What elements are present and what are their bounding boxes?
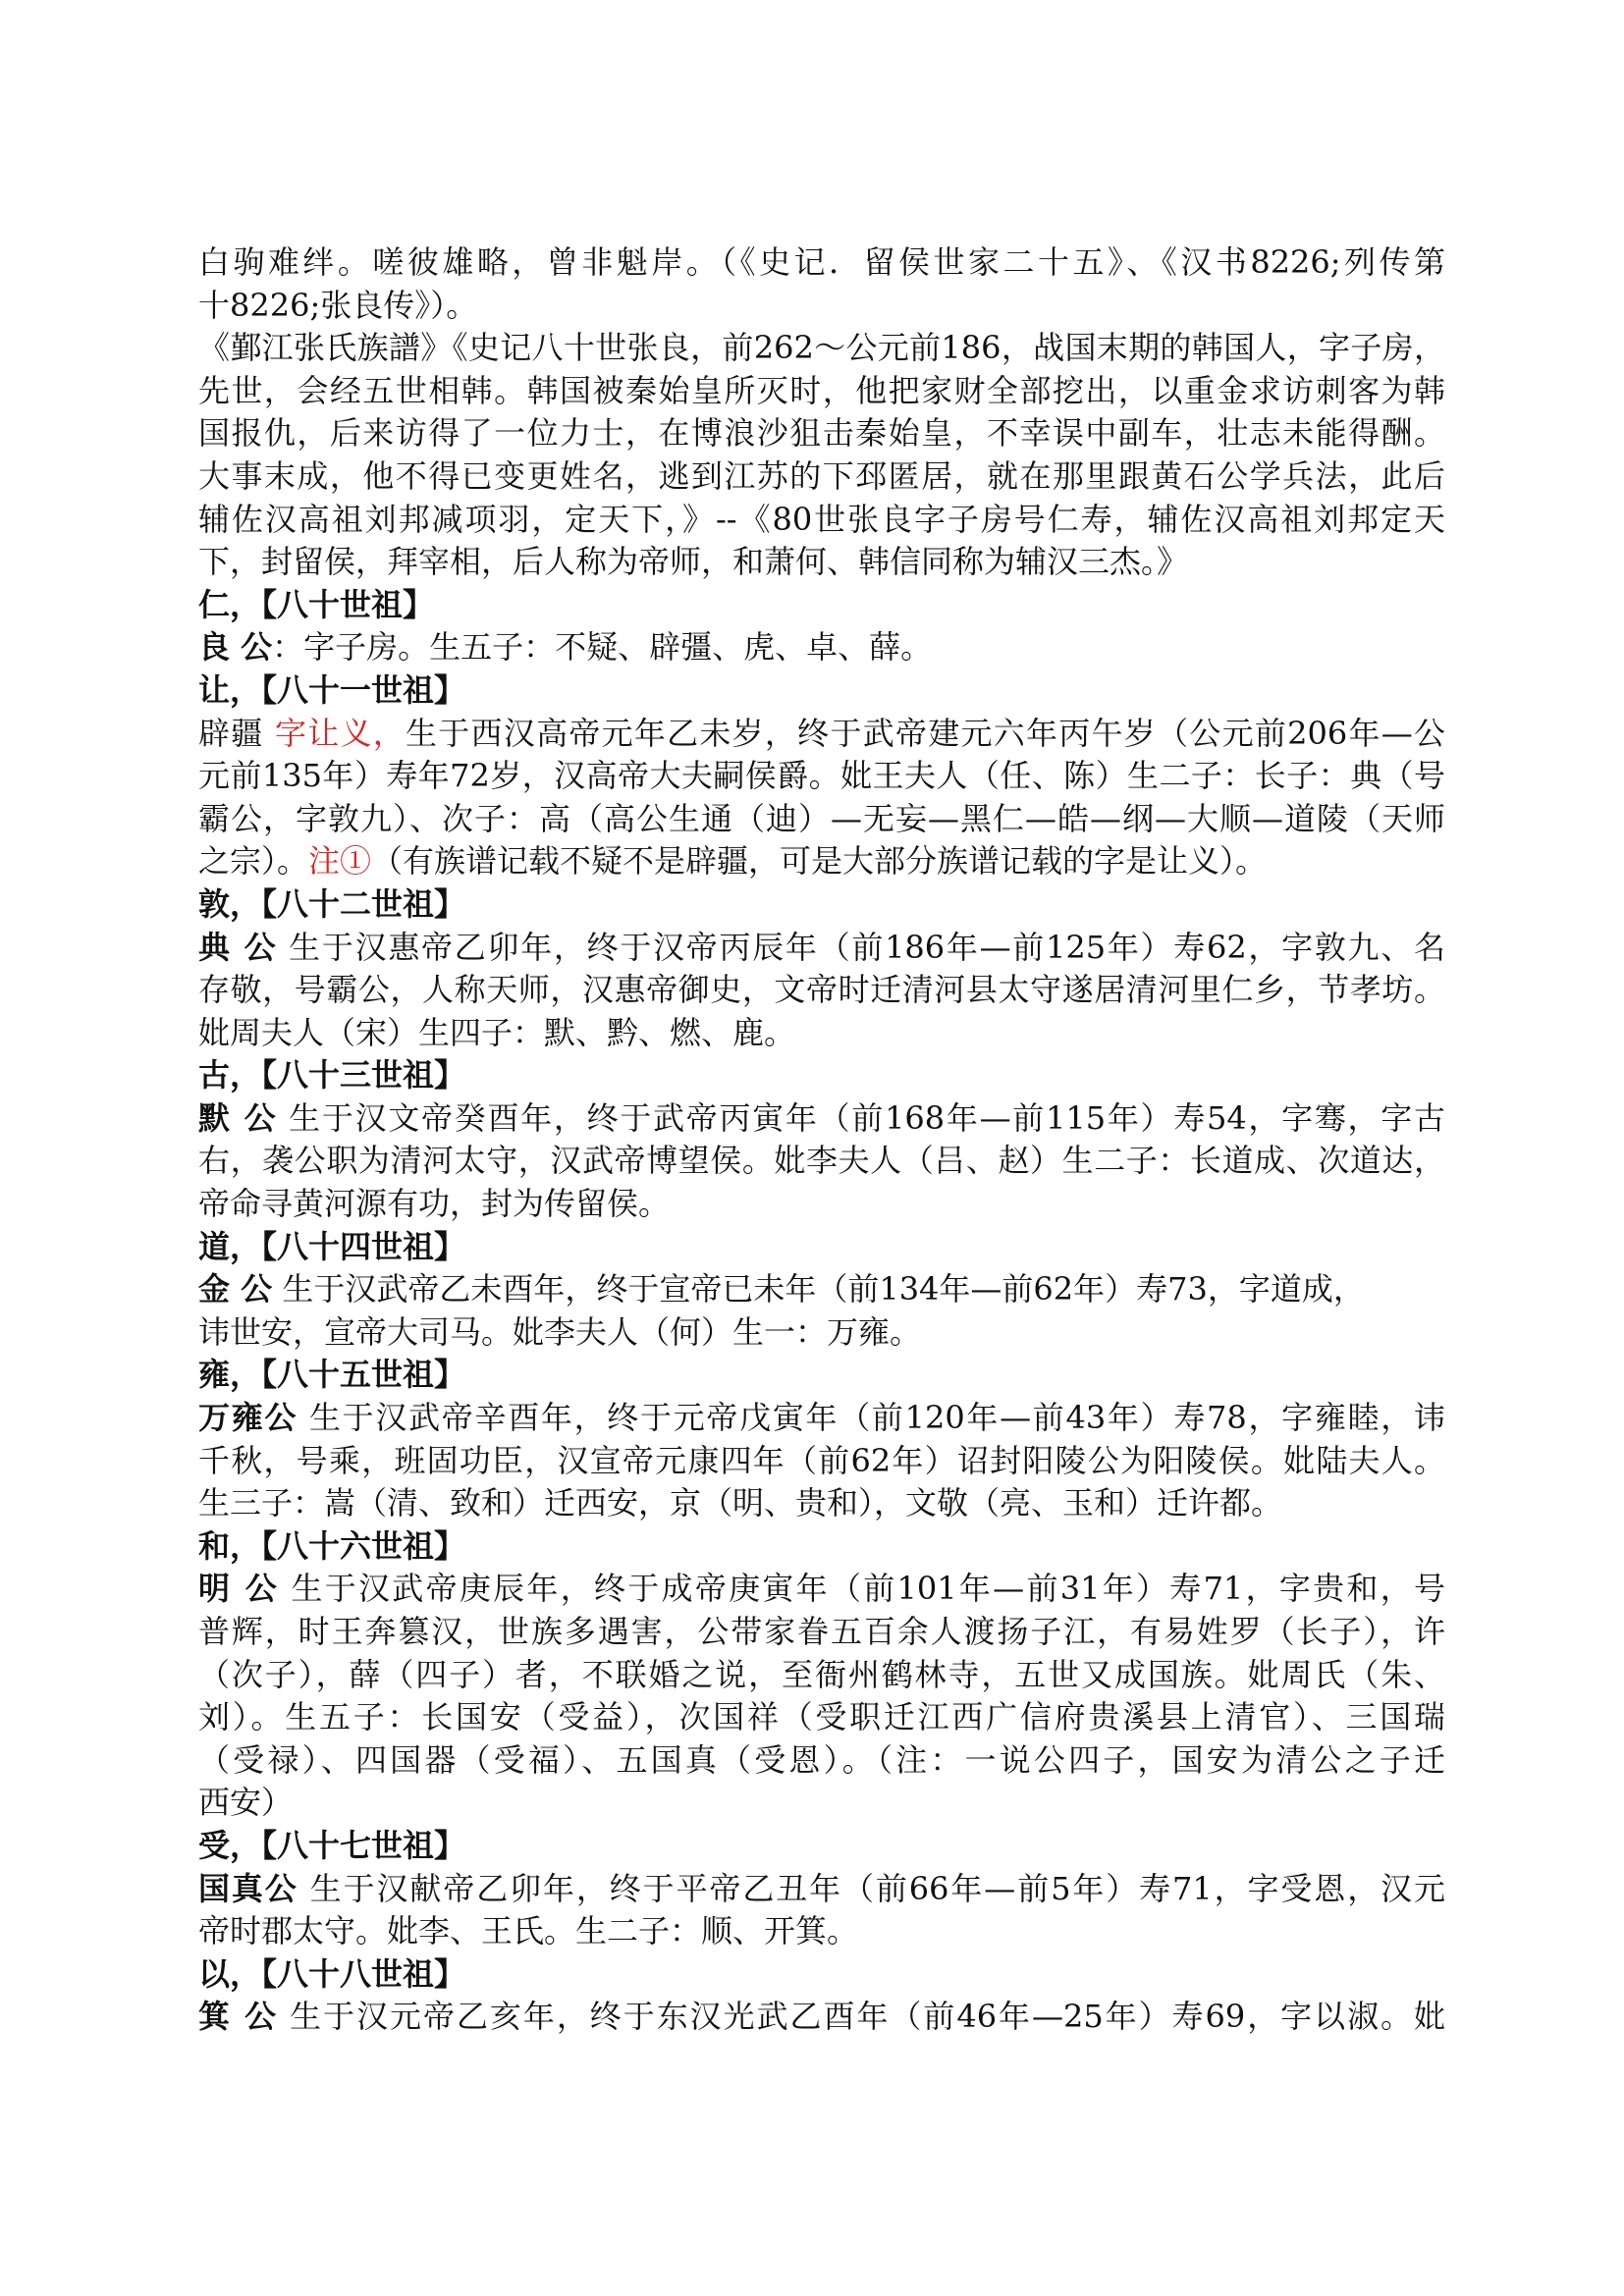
generation-heading bbox=[198, 1354, 1445, 1397]
text-run: 生于汉武帝辛酉年，终于元帝戊寅年（前120年—前43年）寿78，字雍睦，讳 bbox=[298, 1399, 1445, 1437]
bold-label: 金 公 bbox=[198, 1270, 273, 1308]
text-line bbox=[198, 798, 1445, 841]
bold-label: 让，【八十一世祖】 bbox=[198, 670, 466, 709]
text-run: ：字子房。生五子：不疑、辟彊、虎、卓、薛。 bbox=[272, 628, 933, 667]
text-line bbox=[198, 713, 1445, 756]
text-line bbox=[198, 541, 1445, 584]
text-run: 《鄞江张氏族譜》《史记八十世张良，前262～公元前186，战国末期的韩国人，字子房， bbox=[198, 329, 1445, 367]
bold-label: 雍，【八十五世祖】 bbox=[198, 1356, 466, 1394]
text-line bbox=[198, 840, 1445, 883]
text-line bbox=[198, 370, 1445, 413]
text-line bbox=[198, 1097, 1445, 1141]
text-run: 千秋，号乘，班固功臣，汉宣帝元康四年（前62年）诏封阳陵公为阳陵侯。妣陆夫人。 bbox=[198, 1441, 1445, 1479]
bold-label: 良 公 bbox=[198, 628, 273, 667]
bold-label: 和，【八十六世祖】 bbox=[198, 1526, 466, 1565]
text-run: 下，封留侯，拜宰相，后人称为帝师，和萧何、韩信同称为辅汉三杰。》 bbox=[198, 543, 1189, 581]
bold-label: 受，【八十七世祖】 bbox=[198, 1826, 466, 1864]
generation-heading bbox=[198, 584, 1445, 627]
generation-heading bbox=[198, 1953, 1445, 1997]
text-run: 西安） bbox=[198, 1784, 294, 1822]
text-run: 大事末成，他不得已变更姓名，逃到江苏的下邳匿居，就在那里跟黄石公学兵法，此后 bbox=[198, 456, 1445, 495]
document-body bbox=[198, 241, 1445, 2039]
text-run: 白驹难绊。嗟彼雄略，曾非魁岸。（《史记．留侯世家二十五》、《汉书8226;列传第 bbox=[198, 243, 1445, 281]
text-line bbox=[198, 241, 1445, 285]
text-run: 之宗）。 bbox=[198, 842, 309, 881]
text-run: 生三子：嵩（清、致和）迁西安，京（明、贵和），文敬（亮、玉和）迁许都。 bbox=[198, 1484, 1283, 1522]
text-line bbox=[198, 1739, 1445, 1783]
text-line bbox=[198, 626, 1445, 669]
text-run: 生于汉元帝乙亥年，终于东汉光武乙酉年（前46年—25年）寿69，字以淑。妣 bbox=[278, 1998, 1445, 2036]
text-line bbox=[198, 499, 1445, 542]
bold-label: 国真公 bbox=[198, 1869, 298, 1907]
text-line bbox=[198, 412, 1445, 455]
text-line bbox=[198, 1696, 1445, 1739]
text-line bbox=[198, 1868, 1445, 1911]
generation-heading bbox=[198, 1226, 1445, 1269]
red-annotation: 注① bbox=[308, 842, 372, 881]
bold-label: 默 公 bbox=[198, 1098, 278, 1137]
text-line bbox=[198, 1268, 1445, 1311]
text-line bbox=[198, 1996, 1445, 2039]
text-run: 辟疆 bbox=[198, 714, 275, 752]
text-run: 帝时郡太守。妣李、王氏。生二子：顺、开箕。 bbox=[198, 1912, 859, 1950]
text-run: 生于汉武帝乙未酉年，终于宣帝已未年（前134年—前62年）寿73，字道成， bbox=[272, 1270, 1365, 1308]
text-run: （有族谱记载不疑不是辟疆，可是大部分族谱记载的字是让义）。 bbox=[371, 842, 1268, 881]
text-run: 妣周夫人（宋）生四子：默、黔、燃、鹿。 bbox=[198, 1013, 796, 1051]
bold-label: 仁，【八十世祖】 bbox=[198, 585, 435, 623]
bold-label: 箕 公 bbox=[198, 1998, 279, 2036]
generation-heading bbox=[198, 1054, 1445, 1097]
text-line bbox=[198, 969, 1445, 1012]
text-line bbox=[198, 1568, 1445, 1611]
text-line bbox=[198, 1140, 1445, 1183]
generation-heading bbox=[198, 1825, 1445, 1868]
text-run: 右，袭公职为清河太守，汉武帝博望侯。妣李夫人（吕、赵）生二子：长道成、次道达， bbox=[198, 1142, 1445, 1180]
text-run: 十8226;张良传》）。 bbox=[198, 286, 478, 324]
text-line bbox=[198, 1782, 1445, 1825]
text-line bbox=[198, 1910, 1445, 1953]
text-run: （次子），薛（四子）者，不联婚之说，至衙州鹤林寺，五世又成国族。妣周氏（朱、 bbox=[198, 1655, 1445, 1693]
text-run: 先世，会经五世相韩。韩国被秦始皇所灭时，他把家财全部挖出，以重金求访刺客为韩 bbox=[198, 371, 1445, 409]
text-line bbox=[198, 1397, 1445, 1440]
text-run: 元前135年）寿年72岁，汉高帝大夫嗣侯爵。妣王夫人（任、陈）生二子：长子：典（号 bbox=[198, 757, 1445, 795]
text-line bbox=[198, 755, 1445, 798]
text-run: 帝命寻黄河源有功，封为传留侯。 bbox=[198, 1185, 671, 1223]
text-run: 存敬，号霸公，人称天师，汉惠帝御史，文帝时迁清河县太守遂居清河里仁乡，节孝坊。 bbox=[198, 971, 1445, 1009]
text-run: 讳世安，宣帝大司马。妣李夫人（何）生一：万雍。 bbox=[198, 1312, 922, 1351]
text-run: 生于汉献帝乙卯年，终于平帝乙丑年（前66年—前5年）寿71，字受恩，汉元 bbox=[298, 1869, 1445, 1907]
text-run: 生于汉惠帝乙卯年，终于汉帝丙辰年（前186年—前125年）寿62，字敦九、名 bbox=[277, 928, 1445, 966]
bold-label: 万雍公 bbox=[198, 1399, 298, 1437]
bold-label: 敦，【八十二世祖】 bbox=[198, 884, 466, 923]
text-line bbox=[198, 1611, 1445, 1654]
bold-label: 以，【八十八世祖】 bbox=[198, 1954, 466, 1993]
generation-heading bbox=[198, 1525, 1445, 1569]
bold-label: 古，【八十三世祖】 bbox=[198, 1056, 466, 1095]
text-line bbox=[198, 1311, 1445, 1355]
text-line bbox=[198, 1183, 1445, 1226]
text-run: 生于西汉高帝元年乙未岁，终于武帝建元六年丙午岁（公元前206年—公 bbox=[406, 714, 1445, 752]
bold-label: 明 公 bbox=[198, 1570, 279, 1608]
generation-heading bbox=[198, 669, 1445, 713]
generation-heading bbox=[198, 883, 1445, 927]
text-line bbox=[198, 455, 1445, 499]
text-line bbox=[198, 927, 1445, 970]
text-run: 普辉，时王奔篡汉，世族多遇害，公带家眷五百余人渡扬子江，有易姓罗（长子），许 bbox=[198, 1613, 1445, 1650]
text-line bbox=[198, 1482, 1445, 1525]
red-annotation: 字让义， bbox=[274, 714, 406, 752]
bold-label: 道，【八十四世祖】 bbox=[198, 1227, 466, 1265]
text-line bbox=[198, 285, 1445, 328]
text-run: 生于汉武帝庚辰年，终于成帝庚寅年（前101年—前31年）寿71，字贵和，号 bbox=[279, 1570, 1445, 1608]
text-line bbox=[198, 1654, 1445, 1697]
text-run: 生于汉文帝癸酉年，终于武帝丙寅年（前168年—前115年）寿54，字骞，字古 bbox=[277, 1098, 1445, 1137]
bold-label: 典 公 bbox=[198, 928, 278, 966]
text-run: （受禄）、四国器（受福）、五国真（受恩）。（注：一说公四子，国安为清公之子迁 bbox=[198, 1740, 1445, 1779]
text-line bbox=[198, 327, 1445, 370]
text-line bbox=[198, 1440, 1445, 1483]
text-run: 刘）。生五子：长国安（受益），次国祥（受职迁江西广信府贵溪县上清官）、三国瑞 bbox=[198, 1698, 1445, 1736]
text-run: 辅佐汉高祖刘邦减项羽，定天下，》--《80世张良字子房号仁寿，辅佐汉高祖刘邦定天 bbox=[198, 500, 1445, 538]
text-run: 霸公，字敦九）、次子：高（高公生通（迪）—无妄—黑仁—皓—纲—大顺—道陵（天师 bbox=[198, 799, 1445, 837]
text-line bbox=[198, 1012, 1445, 1055]
text-run: 国报仇，后来访得了一位力士，在博浪沙狙击秦始皇，不幸误中副车，壮志未能得酬。 bbox=[198, 414, 1445, 453]
